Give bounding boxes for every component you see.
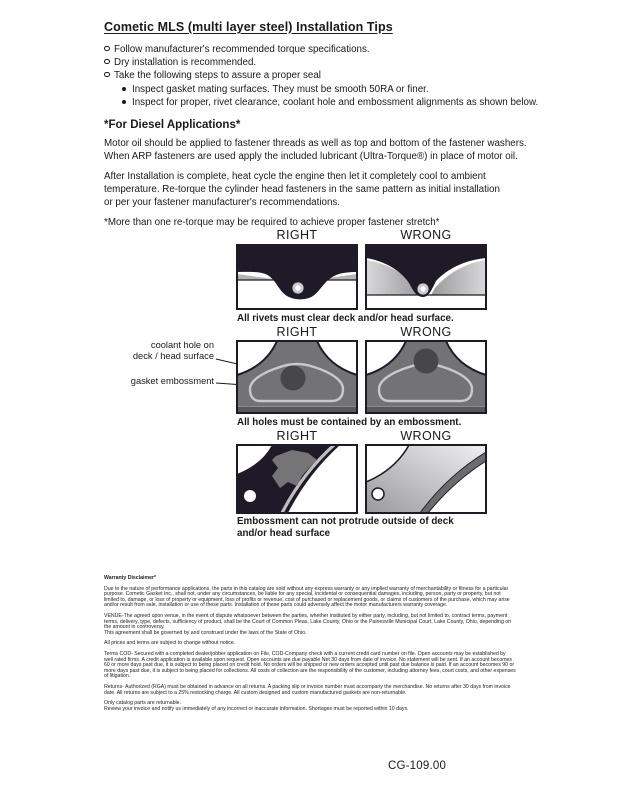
legal-paragraph: All prices and terms are subject to change without notice. [104, 640, 236, 647]
annotation-line: deck / head surface [132, 350, 214, 361]
fig1-caption: All rivets must clear deck and/or head surface. [237, 313, 454, 324]
fig2-wrong-diagram [365, 340, 487, 414]
caption-line: and/or head surface [237, 527, 331, 539]
warranty-disclaimer-block [104, 576, 516, 717]
tip-item-label: Take the following steps to assure a proper seal [114, 70, 321, 82]
diesel-paragraph-1 [104, 137, 548, 163]
tip-item [104, 69, 548, 82]
tips-list [104, 43, 548, 109]
open-bullet-icon [104, 56, 114, 69]
legal-paragraph: Due to the nature of performance applications, the parts in this catalog are sold without any express warranty or any implied warranty of merchantability or fitness for a particular purpose. Cometic Gasket Inc., shall not, under any circumstances, be liable for any special, incidental or consequential damages, including, person, party or property, but not limited to, damage, or loss of property or equipment, loss of profits or revenue, cost of purchased or replacement goods, or claims of customers of the purchase, which may arise and/or result from sale, installation or use of these parts. Installation of these parts could adversely affect the motor manufacturers warranty coverage. [104, 585, 510, 609]
embossment-containment-wrong-image [365, 340, 487, 414]
fig1-right-label: RIGHT [276, 228, 318, 242]
sub-tip-item [104, 83, 548, 96]
tip-item-label: Dry installation is recommended. [114, 57, 257, 69]
embossment-protrusion-right-image [236, 444, 358, 514]
diesel-paragraph-2 [104, 170, 548, 209]
diesel-paragraph-3: *More than one re-torque may be required to achieve proper fastener stretch* [104, 217, 440, 229]
page-code: CG-109.00 [388, 760, 447, 772]
sub-tip-item-label: Inspect for proper, rivet clearance, coolant hole and embossment alignments as shown below. [132, 96, 539, 108]
diesel-section-heading: *For Diesel Applications* [104, 119, 241, 132]
sub-tip-item-label: Inspect gasket mating surfaces. They must be smooth 50RA or finer. [132, 83, 429, 95]
fig1-wrong-diagram [365, 244, 487, 310]
legal-paragraph: Returns- Authorized (RGA) must be obtained in advance on all returns. A packing slip or invoice number must accompany the merchandise. No returns after 30 days from invoice date. All returns are subject to a 25% restocking charge. All custom designed and custom manufactured gaskets are non-returnable. [104, 683, 511, 696]
fig2-caption: All holes must be contained by an embossment. [237, 417, 462, 428]
open-bullet-icon [104, 69, 114, 82]
fig2-right-label: RIGHT [276, 325, 318, 339]
fig3-right-diagram [236, 444, 358, 514]
annotation-gasket-embossment: gasket embossment [130, 376, 214, 386]
fig3-caption [237, 516, 477, 539]
fig3-wrong-label: WRONG [400, 429, 452, 443]
annotation-line: coolant hole on [150, 340, 214, 350]
legal-heading: Warranty Disclaimer* [104, 575, 156, 581]
legal-paragraph: Review your invoice and notify us immediately of any incorrect or inaccurate information. Shortages must be reported within 10 days. [104, 705, 409, 712]
fig1-right-diagram [236, 244, 358, 310]
paragraph-line: Motor oil should be applied to fastener threads as well as top and bottom of the fastener washers. [104, 138, 527, 150]
tip-item-label: Follow manufacturer's recommended torque specifications. [114, 44, 370, 55]
doc-title: Cometic MLS (multi layer steel) Installation Tips [104, 20, 393, 34]
annotation-coolant-hole [104, 340, 214, 361]
open-bullet-icon [104, 43, 114, 56]
fig3-right-label: RIGHT [276, 429, 318, 443]
intro-text-block [104, 18, 548, 229]
legal-paragraph: Terms COD- Secured with a completed dealer/jobber application on File, COD-Company check with a current credit card number on file. Open accounts may be established by well rated firms. A credit application is available upon request. Open accounts are due payable Net 30 days from date of invoice. No statement will be sent. If an account becomes 60 or more days past due, it is subject to being placed on credit hold. No orders will be shipped or new orders accepted until past due balance is paid. If an account becomes 90 or more days past due, it is subject to being placed for collections. All costs of collection are the responsibility of the customer, including attorney fees, court costs, and other expenses of litigation. [104, 650, 516, 680]
fig2-wrong-label: WRONG [400, 325, 452, 339]
paragraph-line: After Installation is complete, heat cycle the engine then let it completely cool to ambient [104, 171, 486, 183]
embossment-protrusion-wrong-image [365, 444, 487, 514]
tip-item [104, 56, 548, 69]
tip-item [104, 43, 548, 56]
filled-bullet-icon [122, 96, 132, 109]
paragraph-line: or per your fastener manufacturer's recommendations. [104, 197, 341, 209]
fig1-wrong-label: WRONG [400, 228, 452, 242]
sub-tip-item [104, 96, 548, 109]
fig2-right-diagram [236, 340, 358, 414]
legal-paragraph: VENUE-The agreed upon venue, in the event of dispute whatsoever between the parties, whether instituted by either party, including, but not limited to, contract terms, payment terms, delivery, type, defects, sufficiency of product, shall be the Court of Common Pleas, Lake County, Ohio or the Painesville Municipal Court, Lake County, Ohio, depending on the amount in controversy. [104, 612, 512, 631]
caption-line: Embossment can not protrude outside of deck [237, 516, 454, 527]
paragraph-line: temperature. Re-torque the cylinder head fasteners in the same pattern as initial installation [104, 184, 500, 196]
fig3-wrong-diagram [365, 444, 487, 514]
rivet-clearance-right-image [236, 244, 358, 310]
rivet-clearance-wrong-image [365, 244, 487, 310]
legal-paragraph: Only catalog parts are returnable. [104, 700, 181, 707]
legal-paragraph: This agreement shall be governed by and construed under the laws of the State of Ohio. [104, 629, 307, 636]
embossment-containment-right-image [236, 340, 358, 414]
filled-bullet-icon [122, 83, 132, 96]
paragraph-line: When ARP fasteners are used apply the included lubricant (Ultra-Torque®) in place of motor oil. [104, 151, 518, 163]
